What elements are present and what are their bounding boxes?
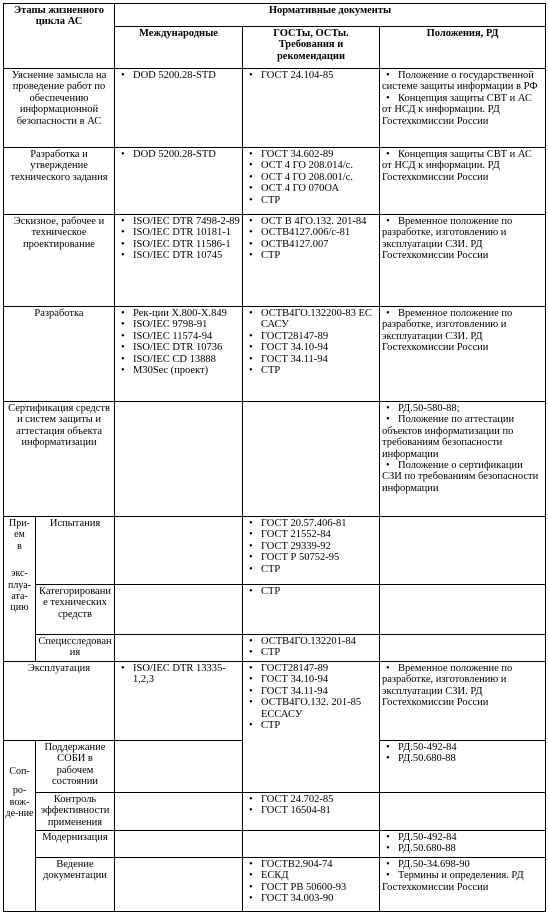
table-row <box>4 215 546 307</box>
intl-cell <box>115 148 243 215</box>
list-item: • ГОСТ 16504-81 <box>245 805 377 816</box>
gost-list <box>245 586 377 597</box>
gost-list <box>245 149 377 206</box>
header-international: Международные <box>115 27 243 69</box>
rd-cell <box>380 858 546 912</box>
rd-list <box>382 832 543 855</box>
rd-cell <box>380 741 546 793</box>
list-item: • ОСТВ4ГО.132. 201-85 ЕССАСУ <box>245 697 377 720</box>
gost-list <box>245 308 377 376</box>
list-item: • DOD 5200.28-STD <box>117 70 240 81</box>
rd-cell <box>380 215 546 307</box>
rd-list <box>382 859 543 893</box>
list-item: • Положение о сертификации СЗИ по требованиям безопасности информации <box>382 460 543 494</box>
rd-cell <box>380 831 546 858</box>
list-item: • ISO/IEC DTR 13335-1,2,3 <box>117 663 240 686</box>
acceptance-label-part: При-ем <box>9 518 30 541</box>
list-item: • ОСТВ4127.006/с-81 <box>245 227 377 238</box>
list-item: • ISO/IEC CD 13888 <box>117 354 240 365</box>
rd-cell <box>380 635 546 662</box>
rd-cell <box>380 662 546 741</box>
list-item: • ГОСТ 34.10-94 <box>245 674 377 685</box>
stage-cell: Ведение документации <box>36 858 115 912</box>
list-item: • ОСТ В 4ГО.132. 201-84 <box>245 216 377 227</box>
intl-cell <box>115 585 243 635</box>
table-row <box>4 793 546 831</box>
gost-cell <box>243 215 380 307</box>
rd-cell <box>380 148 546 215</box>
list-item: • M30Sec (проект) <box>117 365 240 376</box>
rd-cell <box>380 517 546 585</box>
rd-list <box>382 308 543 354</box>
table-row <box>4 831 546 858</box>
intl-list <box>117 216 240 262</box>
gost-list <box>245 859 377 905</box>
intl-list <box>117 663 240 686</box>
list-item: • СТР <box>245 586 377 597</box>
table-row <box>4 585 546 635</box>
intl-cell <box>115 402 243 517</box>
acceptance-label-part: в <box>17 540 22 552</box>
gost-list <box>245 70 377 81</box>
list-item: • РД.50.680-88 <box>382 843 543 854</box>
gost-cell <box>243 148 380 215</box>
intl-cell <box>115 831 243 858</box>
list-item: • СТР <box>245 720 377 731</box>
list-item: • ГОСТ 24.104-85 <box>245 70 377 81</box>
intl-list <box>117 149 240 160</box>
intl-cell <box>115 635 243 662</box>
gost-cell <box>243 858 380 912</box>
list-item: • Временное положение по разработке, изготовлению и эксплуатации СЗИ. РД Гостехкомиссии России <box>382 663 543 709</box>
list-item: • ISO/IEC 11574-94 <box>117 331 240 342</box>
intl-cell <box>115 215 243 307</box>
intl-cell <box>115 741 243 793</box>
list-item: • Рек-ции X.800-X.849 <box>117 308 240 319</box>
intl-cell <box>115 69 243 148</box>
table-row <box>4 858 546 912</box>
stage-cell: Эскизное, рабочее и техническое проектирование <box>4 215 115 307</box>
stage-cell: Разработка <box>4 307 115 402</box>
list-item: • ГОСТ 21552-84 <box>245 529 377 540</box>
list-item: • РД.50-34.698-90 <box>382 859 543 870</box>
gost-cell <box>243 831 380 858</box>
list-item: • РД.50-492-84 <box>382 742 543 753</box>
list-item: • Положение по аттестации объектов информатизации по требованиям безопасности информации <box>382 414 543 460</box>
list-item: • ГОСТ 34.11-94 <box>245 686 377 697</box>
stage-cell: Сертификация средств и систем защиты и аттестация объекта информатизации <box>4 402 115 517</box>
gost-list <box>245 518 377 575</box>
list-item: • ISO/IEC DTR 11586-1 <box>117 239 240 250</box>
list-item: • ГОСТ 34.10-94 <box>245 342 377 353</box>
list-item: • ГОСТ 34.11-94 <box>245 354 377 365</box>
intl-cell <box>115 307 243 402</box>
gost-cell <box>243 402 380 517</box>
list-item: • ГОСТ 34.003-90 <box>245 893 377 904</box>
list-item: • ГОСТ28147-89 <box>245 663 377 674</box>
list-item: • Термины и определения. РД Гостехкомиссии России <box>382 870 543 893</box>
list-item: • СТР <box>245 250 377 261</box>
table-row <box>4 402 546 517</box>
rd-cell <box>380 585 546 635</box>
header-regulations: Положения, РД <box>380 27 546 69</box>
list-item: • ГОСТ Р 50752-95 <box>245 552 377 563</box>
list-item: • DOD 5200.28-STD <box>117 149 240 160</box>
acceptance-label-part: экс-плуа-ата-цию <box>8 568 31 614</box>
rd-list <box>382 742 543 765</box>
rd-list <box>382 216 543 262</box>
gost-cell <box>243 635 380 662</box>
list-item: • ГОСТ28147-89 <box>245 331 377 342</box>
list-item: • ГОСТ 20.57.406-81 <box>245 518 377 529</box>
list-item: • Положение о государственной системе защиты информации в РФ <box>382 70 543 93</box>
rd-cell <box>380 307 546 402</box>
rd-cell <box>380 402 546 517</box>
gost-list <box>245 663 377 731</box>
list-item: • ГОСТ 34.602-89 <box>245 149 377 160</box>
maintenance-label-part: ро-вож-де-ние <box>5 785 34 820</box>
list-item: • Временное положение по разработке, изготовлению и эксплуатации СЗИ. РД Гостехкомиссии России <box>382 308 543 354</box>
gost-list <box>245 794 377 817</box>
header-lifecycle-stages: Этапы жизненного цикла АС <box>4 4 115 69</box>
list-item: • ISO/IEC DTR 10745 <box>117 250 240 261</box>
gost-cell <box>243 69 380 148</box>
list-item: • СТР <box>245 647 377 658</box>
list-item: • Временное положение по разработке, изготовлению и эксплуатации СЗИ. РД Гостехкомиссии России <box>382 216 543 262</box>
rd-list <box>382 403 543 494</box>
intl-cell <box>115 662 243 741</box>
list-item: • ОСТВ4ГО.132200-83 ЕС САСУ <box>245 308 377 331</box>
list-item: • СТР <box>245 564 377 575</box>
table-row <box>4 69 546 148</box>
stage-cell: Специсследования <box>36 635 115 662</box>
list-item: • РД.50.680-88 <box>382 753 543 764</box>
list-item: • Концепция защиты СВТ и АС от НСД к информации. РД Гостехкомиссии России <box>382 149 543 183</box>
list-item: • ГОСТ 29339-92 <box>245 541 377 552</box>
table-row <box>4 662 546 741</box>
list-item: • Концепция защиты СВТ и АС от НСД к информации. РД Гостехкомиссии России <box>382 93 543 127</box>
stage-cell: Испытания <box>36 517 115 585</box>
gost-list <box>245 216 377 262</box>
intl-list <box>117 308 240 376</box>
list-item: • ISO/IEC DTR 10736 <box>117 342 240 353</box>
list-item: • ГОСТВ2.904-74 <box>245 859 377 870</box>
gost-cell <box>243 517 380 585</box>
maintenance-label-part: Соп- <box>9 766 30 777</box>
stage-cell: Поддержание СОБИ в рабочем состоянии <box>36 741 115 793</box>
table-row <box>4 148 546 215</box>
intl-list <box>117 70 240 81</box>
acceptance-group-label <box>4 517 36 662</box>
intl-cell <box>115 858 243 912</box>
intl-cell <box>115 793 243 831</box>
gost-list <box>245 636 377 659</box>
stage-cell: Контроль эффективности применения <box>36 793 115 831</box>
table-row <box>4 517 546 585</box>
table-row <box>4 307 546 402</box>
list-item: • ISO/IEC 9798-91 <box>117 319 240 330</box>
rd-list <box>382 663 543 709</box>
list-item: • ОСТ 4 ГО 208.001/с. <box>245 172 377 183</box>
gost-cell <box>243 307 380 402</box>
list-item: • ISO/IEC DTR 7498-2-89 <box>117 216 240 227</box>
stage-cell: Категорирование технических средств <box>36 585 115 635</box>
list-item: • СТР <box>245 365 377 376</box>
rd-cell <box>380 793 546 831</box>
list-item: • ОСТ 4 ГО 208.014/с. <box>245 160 377 171</box>
list-item: • РД.50-492-84 <box>382 832 543 843</box>
header-normative-documents: Нормативные документы <box>115 4 546 27</box>
rd-cell <box>380 69 546 148</box>
list-item: • ОСТ 4 ГО 070ОА <box>245 183 377 194</box>
list-item: • РД.50-580-88; <box>382 403 543 414</box>
list-item: • ОСТВ4127.007 <box>245 239 377 250</box>
stage-cell: Эксплуатация <box>4 662 115 741</box>
list-item: • ISO/IEC DTR 10181-1 <box>117 227 240 238</box>
gost-cell <box>243 793 380 831</box>
normative-documents-table <box>3 3 546 912</box>
intl-cell <box>115 517 243 585</box>
maintenance-group-label <box>4 741 36 912</box>
list-item: • ГОСТ РВ 50600-93 <box>245 882 377 893</box>
stage-cell: Модернизация <box>36 831 115 858</box>
list-item: • ОСТВ4ГО.132201-84 <box>245 636 377 647</box>
gost-cell <box>243 585 380 635</box>
list-item: • СТР <box>245 195 377 206</box>
gost-cell <box>243 662 380 793</box>
stage-cell: Уяснение замысла на проведение работ по обеспечению информационной безопасности в АС <box>4 69 115 148</box>
stage-cell: Разработка и утверждение технического задания <box>4 148 115 215</box>
header-gost: ГОСТы, ОСТы. Требования и рекомендации <box>243 27 380 69</box>
table-row <box>4 635 546 662</box>
list-item: • ГОСТ 24.702-85 <box>245 794 377 805</box>
rd-list <box>382 149 543 183</box>
list-item: • ЕСКД <box>245 870 377 881</box>
rd-list <box>382 70 543 127</box>
